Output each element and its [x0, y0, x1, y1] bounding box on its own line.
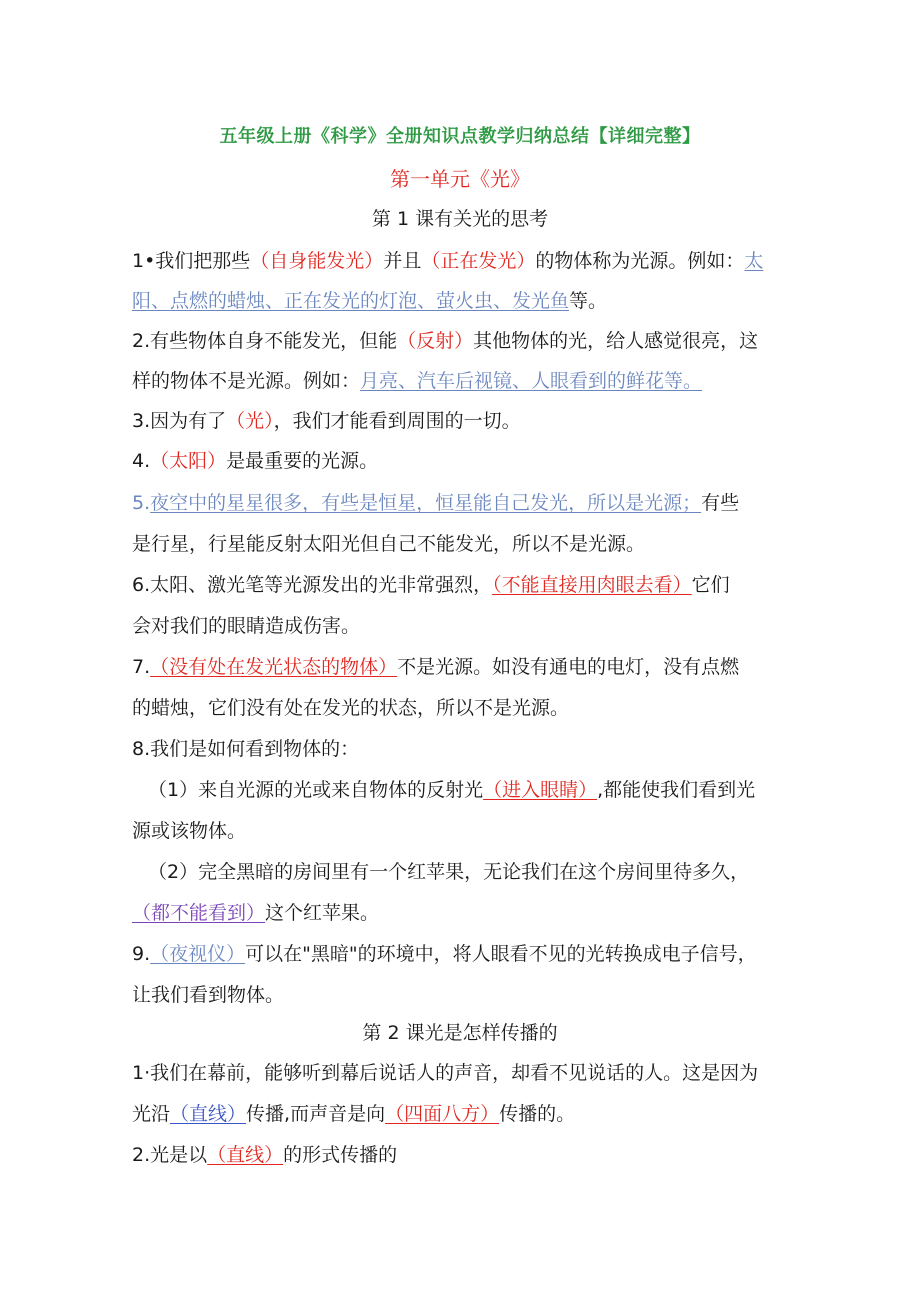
- answer: （不能直接用肉眼去看）: [492, 574, 692, 596]
- l1-item6-line2: 会对我们的眼睛造成伤害。: [132, 615, 361, 637]
- l1-item9-line1: 9.（夜视仪）可以在"黑暗"的环境中，将人眼看不见的光转换成电子信号，: [132, 943, 757, 965]
- l1-item8-p1-line2: 源或该物体。: [132, 820, 247, 842]
- l2-item1-line2: 光沿（直线）传播,而声音是向（四面八方）传播的。: [132, 1103, 576, 1125]
- answer: （反射）: [397, 330, 474, 352]
- l1-item9-line2: 让我们看到物体。: [132, 984, 285, 1006]
- answer: （夜视仪）: [150, 943, 246, 965]
- document-title: 五年级上册《科学》全册知识点教学归纳总结【详细完整】: [219, 126, 701, 147]
- answer: （都不能看到）: [132, 902, 266, 924]
- answer: （没有处在发光状态的物体）: [150, 656, 398, 678]
- example-text: 太: [744, 250, 764, 272]
- unit-title: 第一单元《光》: [390, 167, 530, 191]
- l1-item8-p2-line2: （都不能看到）这个红苹果。: [132, 902, 380, 924]
- answer: （正在发光）: [421, 250, 536, 272]
- answer: （四面八方）: [385, 1103, 500, 1125]
- l1-item3: 3.因为有了（光），我们才能看到周围的一切。: [132, 410, 521, 432]
- example-text: 月亮、汽车后视镜、人眼看到的鲜花等。: [360, 370, 703, 392]
- l1-item1-line2: 阳、点燃的蜡烛、正在发光的灯泡、萤火虫、发光鱼等。: [132, 290, 608, 312]
- answer: （自身能发光）: [250, 250, 384, 272]
- example-text: 阳、点燃的蜡烛、正在发光的灯泡、萤火虫、发光鱼: [132, 290, 570, 312]
- l1-item8-title: 8.我们是如何看到物体的：: [132, 738, 360, 760]
- l1-item6-line1: 6.太阳、激光笔等光源发出的光非常强烈，（不能直接用肉眼去看）它们: [132, 574, 730, 596]
- l1-item4: 4.（太阳）是最重要的光源。: [132, 450, 379, 472]
- l2-item2: 2.光是以（直线）的形式传播的: [132, 1144, 398, 1166]
- lesson-1-title: 第 1 课有关光的思考: [371, 208, 549, 230]
- answer: （太阳）: [150, 450, 227, 472]
- l1-item1-line1: 1•我们把那些（自身能发光）并且（正在发光）的物体称为光源。例如：太: [132, 250, 764, 272]
- lesson-2-title: 第 2 课光是怎样传播的: [362, 1022, 558, 1044]
- l2-item1-line1: 1·我们在幕前，能够听到幕后说话人的声音，却看不见说话的人。这是因为: [132, 1062, 759, 1084]
- l1-item7-line2: 的蜡烛，它们没有处在发光的状态，所以不是光源。: [132, 697, 570, 719]
- l1-item8-p1-line1: （1）来自光源的光或来自物体的反射光（进入眼睛）,都能使我们看到光: [148, 779, 756, 801]
- answer: （直线）: [207, 1144, 284, 1166]
- l1-item7-line1: 7.（没有处在发光状态的物体）不是光源。如没有通电的电灯，没有点燃: [132, 656, 740, 678]
- answer: （直线）: [170, 1103, 247, 1125]
- l1-item5-line1: 5.夜空中的星星很多，有些是恒星，恒星能自己发光，所以是光源；有些: [132, 492, 740, 514]
- l1-item2-line1: 2.有些物体自身不能发光，但能（反射）其他物体的光，给人感觉很亮，这: [132, 330, 759, 352]
- answer: 夜空中的星星很多，有些是恒星，恒星能自己发光，所以是光源；: [150, 492, 702, 514]
- l1-item5-line2: 是行星，行星能反射太阳光但自己不能发光，所以不是光源。: [132, 533, 646, 555]
- l1-item8-p2-line1: （2）完全黑暗的房间里有一个红苹果，无论我们在这个房间里待多久，: [148, 861, 750, 883]
- l1-item2-line2: 样的物体不是光源。例如：月亮、汽车后视镜、人眼看到的鲜花等。: [132, 370, 703, 392]
- answer: （进入眼睛）: [483, 779, 598, 801]
- answer: （光）: [226, 410, 274, 432]
